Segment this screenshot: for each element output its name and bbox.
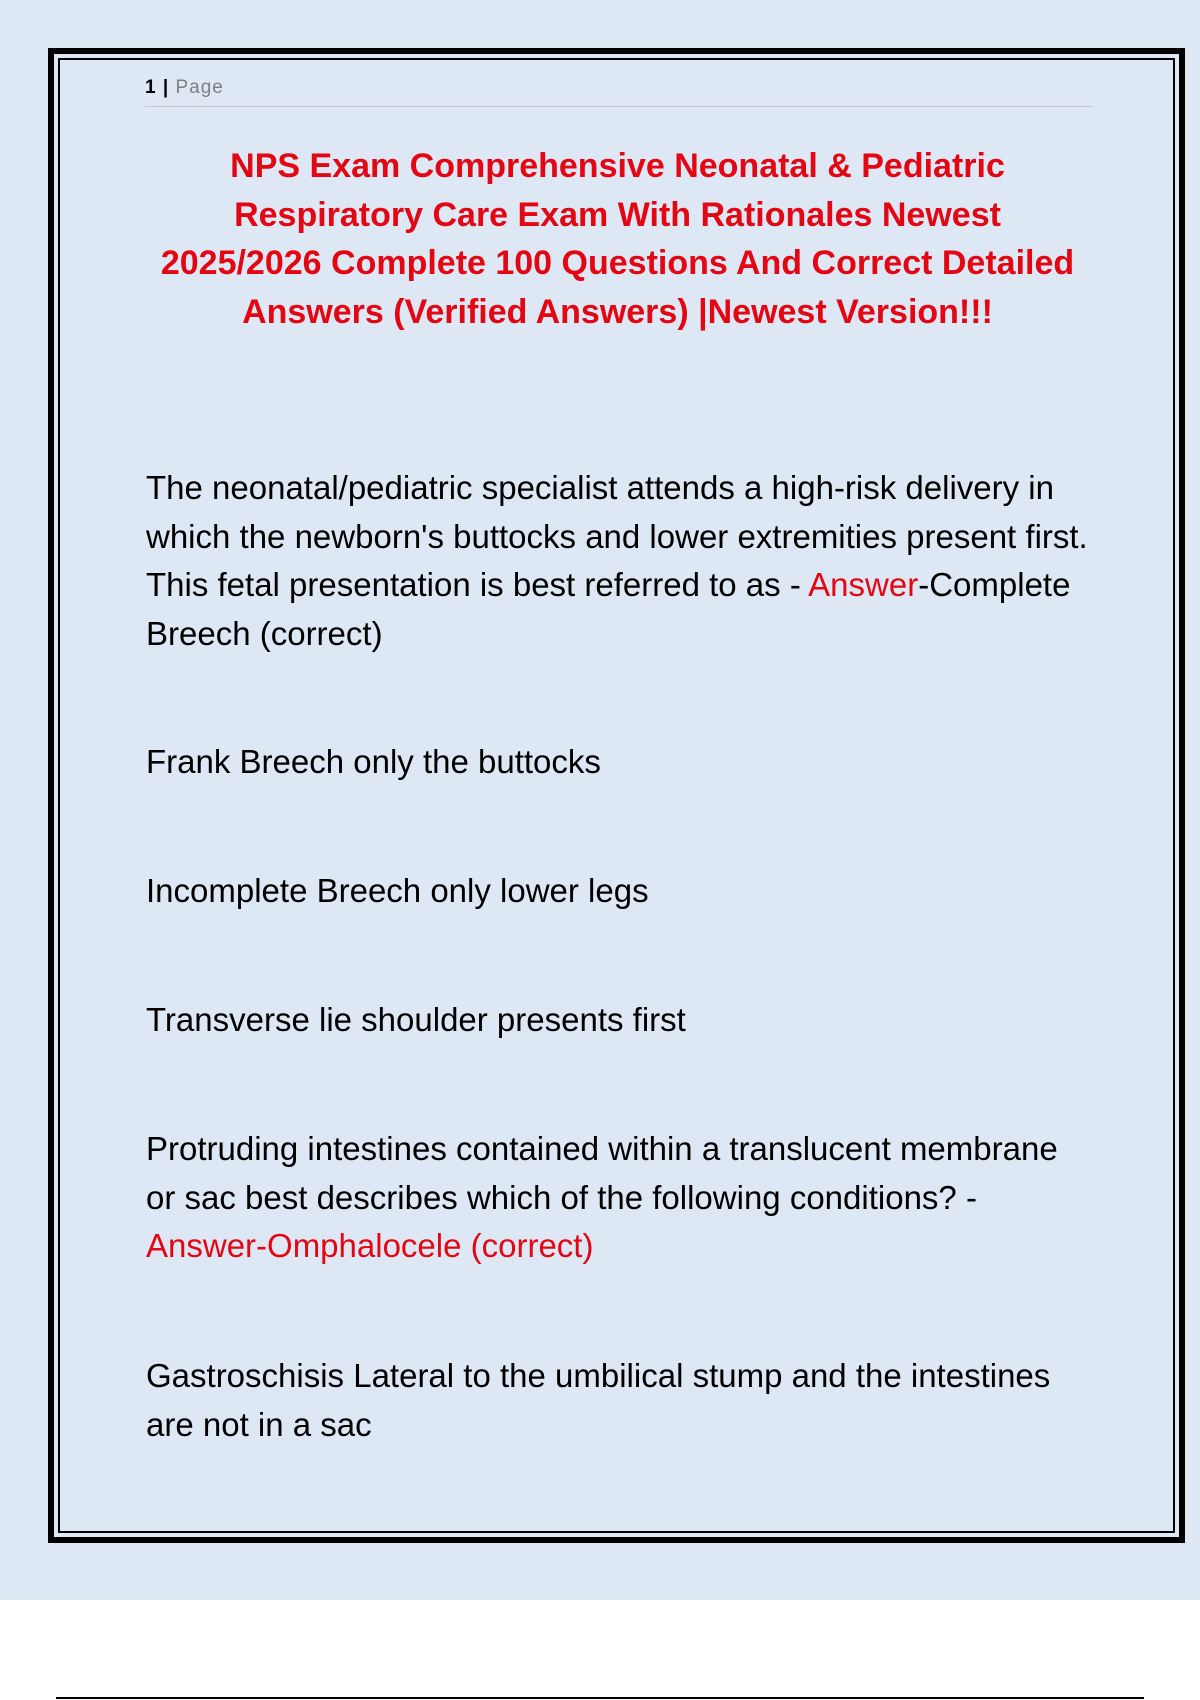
question-2-answer: Answer-Omphalocele (correct): [146, 1227, 594, 1264]
option-transverse-lie: Transverse lie shoulder presents first: [146, 1001, 686, 1038]
question-1-answer-text: -Complete Breech (correct): [146, 566, 1071, 652]
document-title: NPS Exam Comprehensive Neonatal & Pediatric Respiratory Care Exam With Rationales Newest 2025/2026 Complete 100 Questions And Correct Detailed Answers (Verified Answers) |Newest Version!!!: [160, 147, 1075, 331]
option-incomplete-breech: Incomplete Breech only lower legs: [146, 872, 649, 909]
question-2: [146, 1125, 1096, 1271]
page-number: 1: [145, 77, 157, 98]
option-gastroschisis: Gastroschisis Lateral to the umbilical stump and the intestines are not in a sac: [146, 1357, 1051, 1443]
question-1-answer-label: Answer: [808, 566, 919, 603]
option-frank-breech: Frank Breech only the buttocks: [146, 743, 601, 780]
question-2-text: Protruding intestines contained within a translucent membrane or sac best describes which of the following conditions? -: [146, 1130, 1058, 1216]
question-1-text: The neonatal/pediatric specialist attends a high-risk delivery in which the newborn's buttocks and lower extremities present first. This fetal presentation is best referred to as -: [146, 469, 1088, 603]
page-label: Page: [175, 77, 224, 98]
page-header: [145, 76, 1093, 107]
page-separator: |: [162, 77, 170, 98]
question-1: [146, 464, 1096, 658]
next-page-rule: [56, 1697, 1144, 1699]
